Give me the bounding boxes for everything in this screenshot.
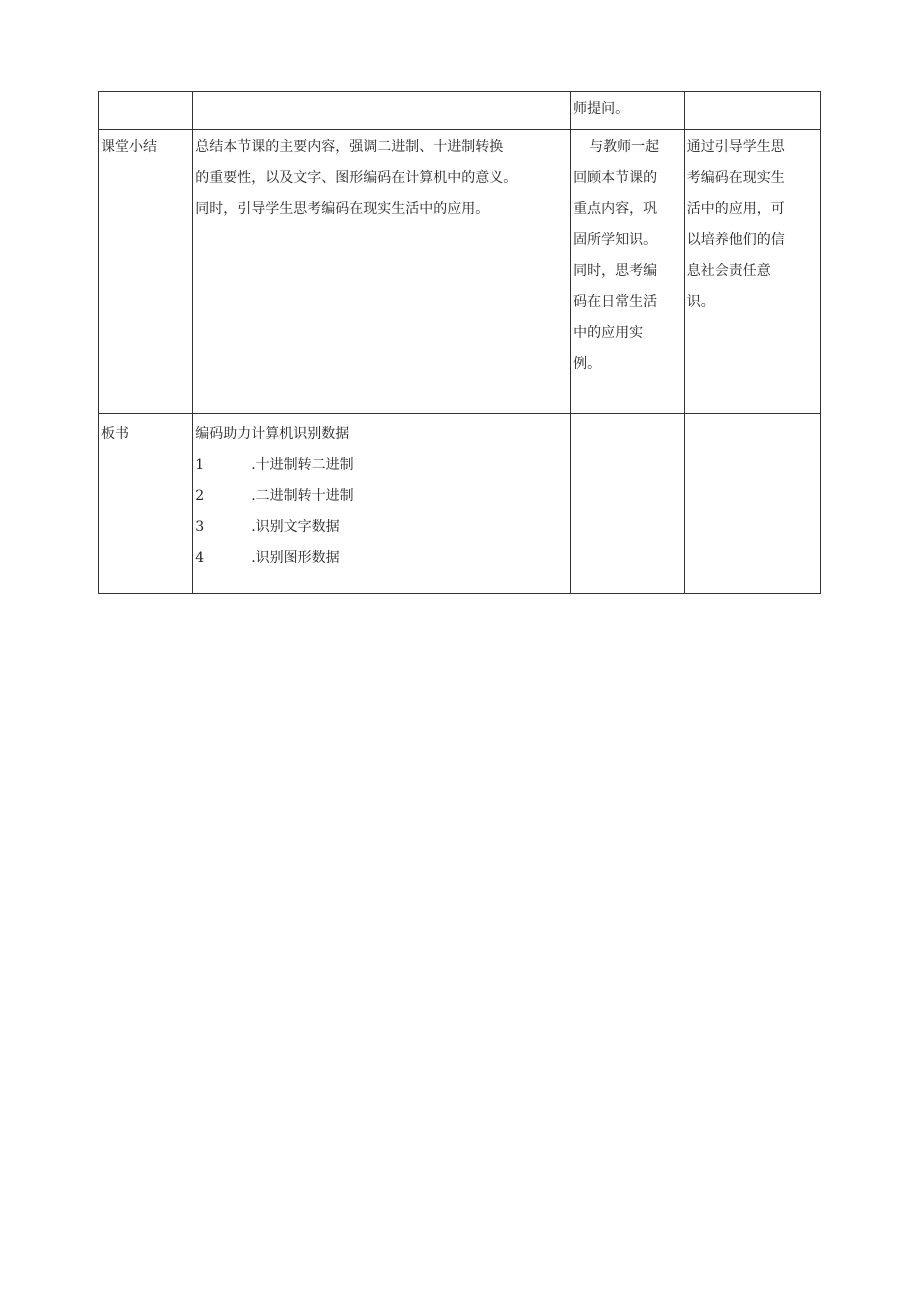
table-row (99, 92, 821, 130)
text-line: 重点内容，巩 (573, 201, 658, 217)
board-title: 编码助力计算机识别数据 (195, 426, 350, 442)
stage-label-cell: 板书 (99, 414, 193, 594)
text-line: 同时，引导学生思考编码在现实生活中的应用。 (195, 201, 490, 217)
text-line: 中的应用实 (573, 325, 644, 341)
table-row (99, 130, 821, 414)
student-activity-cell: 师提问。 (571, 92, 685, 130)
text-line: 以培养他们的信 (686, 232, 785, 248)
lesson-plan-table (98, 91, 821, 594)
list-number: 3 (195, 519, 205, 535)
text-line: 码在日常生活 (573, 294, 658, 310)
stage-label-cell: 课堂小结 (99, 130, 193, 414)
list-number: 2 (195, 488, 205, 504)
board-writing-cell (193, 414, 571, 594)
list-item (195, 450, 568, 481)
student-activity-cell (571, 130, 685, 414)
list-text: .识别图形数据 (251, 550, 340, 566)
text-line: 例。 (573, 356, 602, 372)
text-line: 考编码在现实生 (686, 170, 785, 186)
list-number: 4 (195, 550, 205, 566)
stage-label-cell (99, 92, 193, 130)
text-line: 息社会责任意 (686, 263, 771, 279)
list-item (195, 512, 568, 543)
design-intent-cell (684, 92, 820, 130)
list-number: 1 (195, 457, 205, 473)
design-intent-cell (684, 414, 820, 594)
list-text: .十进制转二进制 (251, 457, 354, 473)
student-activity-cell (571, 414, 685, 594)
list-item (195, 481, 568, 512)
text-line: 回顾本节课的 (573, 170, 658, 186)
text-line: 的重要性，以及文字、图形编码在计算机中的意义。 (195, 170, 518, 186)
teacher-activity-cell (193, 130, 571, 414)
text-line: 活中的应用，可 (686, 201, 785, 217)
list-item (195, 543, 568, 574)
text-line: 总结本节课的主要内容，强调二进制、十进制转换 (195, 139, 504, 155)
list-text: .二进制转十进制 (251, 488, 354, 504)
text-line: 同时，思考编 (573, 263, 658, 279)
text-line: 通过引导学生思 (686, 139, 785, 155)
text-line: 固所学知识。 (573, 232, 658, 248)
text-line: 与教师一起 (589, 139, 660, 155)
list-text: .识别文字数据 (251, 519, 340, 535)
text-line: 识。 (686, 294, 715, 310)
table-row (99, 414, 821, 594)
design-intent-cell (684, 130, 820, 414)
teacher-activity-cell (193, 92, 571, 130)
